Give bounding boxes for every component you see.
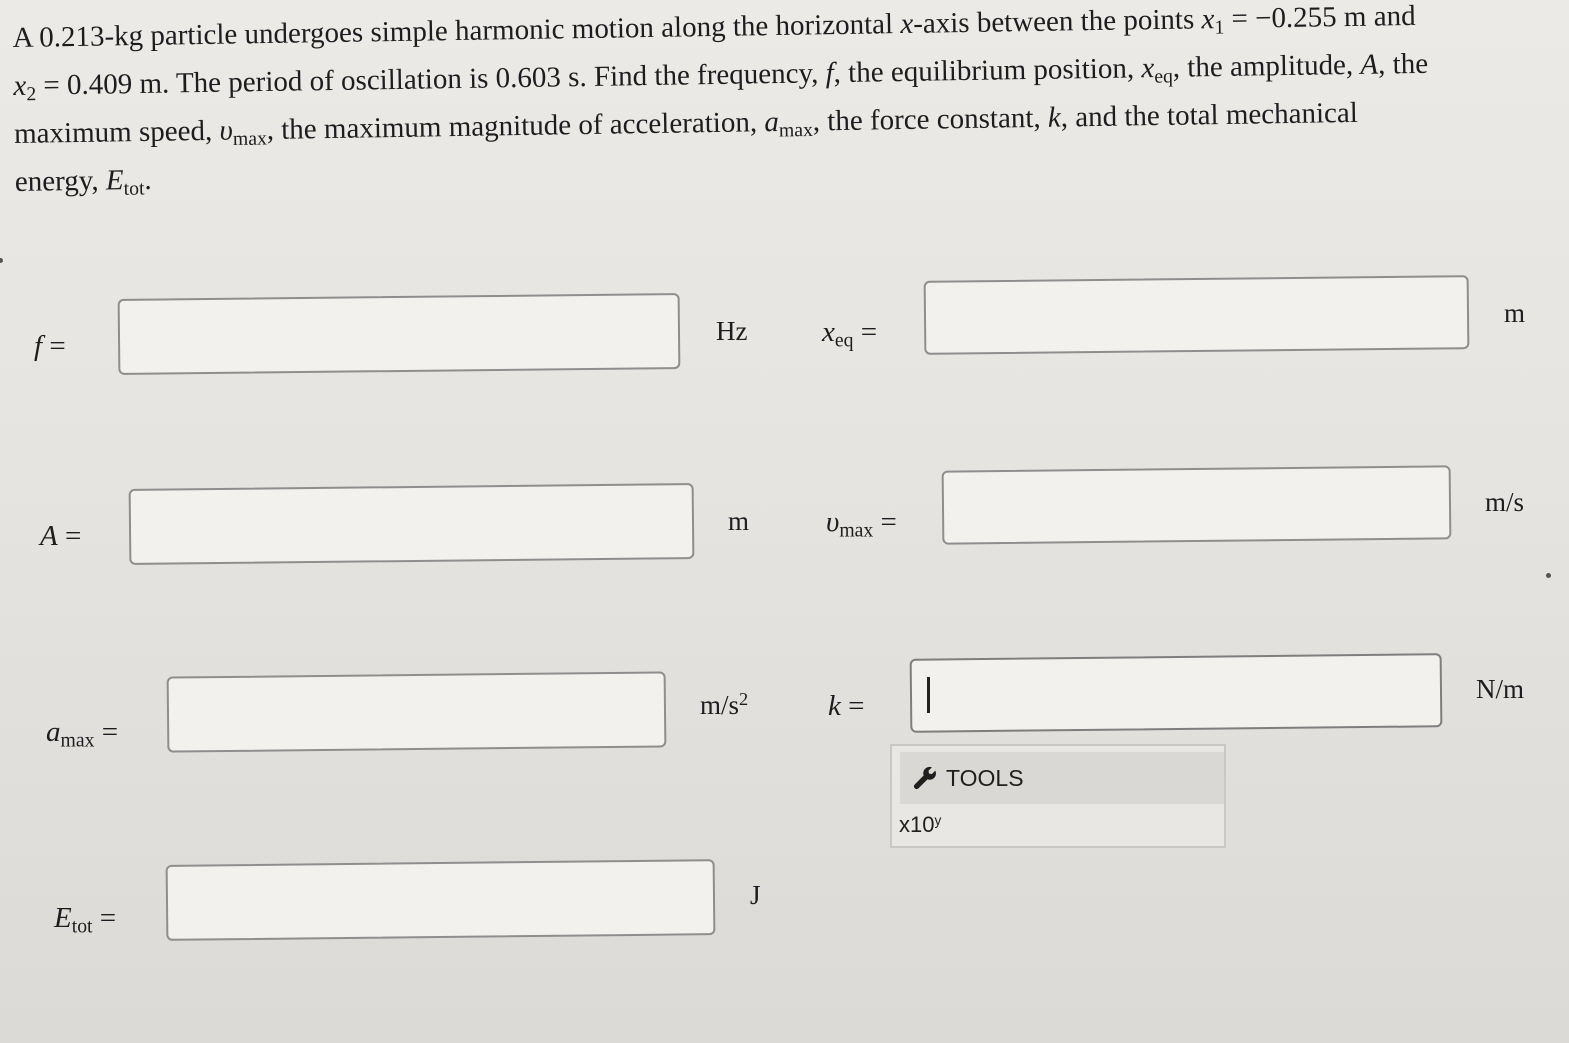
tools-button[interactable] bbox=[900, 752, 1224, 804]
max-acceleration-unit: $m/s^2$ bbox=[700, 688, 749, 720]
tools-panel bbox=[890, 744, 1226, 848]
frequency-unit: Hz bbox=[716, 316, 748, 346]
equilibrium-position-label: $x_{eq}$ = bbox=[822, 316, 878, 352]
max-speed-unit: m/s bbox=[1485, 487, 1525, 517]
force-constant-input[interactable] bbox=[910, 653, 1443, 733]
equilibrium-position-input[interactable] bbox=[924, 275, 1470, 355]
amplitude-input[interactable] bbox=[129, 483, 695, 565]
x2-value: 0.409 bbox=[66, 68, 133, 102]
total-energy-label: $E_{tot}$ = bbox=[54, 902, 117, 938]
edge-marker bbox=[1546, 573, 1551, 578]
total-energy-input[interactable] bbox=[166, 859, 716, 941]
max-acceleration-input[interactable] bbox=[167, 671, 667, 752]
equilibrium-position-unit: m bbox=[1504, 298, 1526, 328]
tools-label: TOOLS bbox=[946, 764, 1024, 791]
max-speed-input[interactable] bbox=[942, 465, 1452, 544]
force-constant-label: k = bbox=[828, 690, 865, 722]
problem-statement: A 0.213-kg particle undergoes simple harmonic motion along the horizontal x-axis between the points $x_1 = -0.255$ m and $x_2 = 0.409$ m. The period of oscillation is 0.603 s. Find the frequency, f, the equilibrium position, $x_{eq}$, the amplitude, A, the maximum speed, $\upsilon_{max}$, the maximum magnitude of acceleration, $a_{max}$, the force constant, k, and the total mechanical energy, $E_{tot}$. bbox=[12, 0, 1429, 200]
period-value: 0.603 bbox=[495, 61, 562, 95]
amplitude-unit: m bbox=[728, 506, 750, 536]
x1-value: −0.255 bbox=[1254, 1, 1337, 35]
max-acceleration-label: $a_{max}$ = bbox=[46, 716, 119, 752]
force-constant-unit: N/m bbox=[1476, 674, 1525, 704]
frequency-input[interactable] bbox=[118, 293, 681, 375]
total-energy-unit: J bbox=[750, 880, 761, 910]
mass-value: 0.213-kg bbox=[38, 19, 144, 54]
frequency-label: f = bbox=[34, 330, 66, 362]
wrench-icon bbox=[912, 765, 938, 791]
amplitude-label: A = bbox=[40, 520, 82, 552]
edge-marker bbox=[0, 258, 3, 263]
text-cursor bbox=[927, 677, 930, 713]
scientific-notation-button[interactable]: x10$^y$ bbox=[899, 812, 942, 837]
max-speed-label: $\upsilon_{max}$ = bbox=[826, 506, 897, 542]
